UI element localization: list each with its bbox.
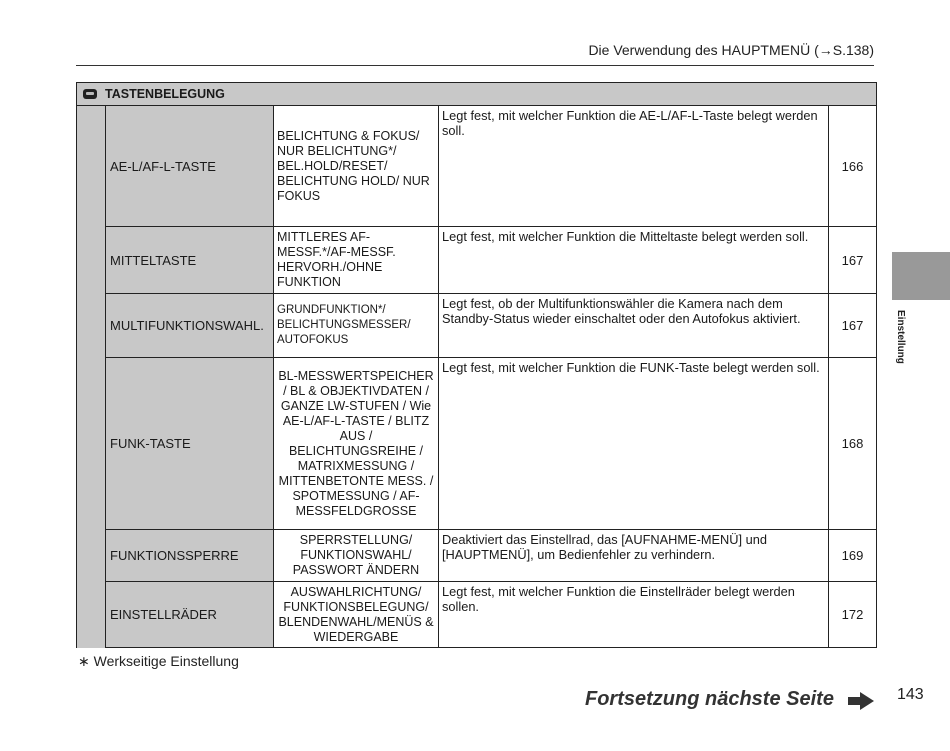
table-row <box>77 106 877 227</box>
section-title: TASTENBELEGUNG <box>105 86 225 101</box>
row-description: Legt fest, ob der Multifunktionswähler die Kamera nach dem Standby-Status wieder einschaltet oder den Autofokus aktiviert. <box>439 294 829 358</box>
row-page: 169 <box>829 530 877 582</box>
settings-table-wrapper <box>76 82 876 648</box>
side-tab-label: Einstellung <box>895 310 906 364</box>
table-row <box>77 294 877 358</box>
row-name: MITTELTASTE <box>106 227 274 294</box>
table-row <box>77 227 877 294</box>
row-page: 166 <box>829 106 877 227</box>
row-page: 167 <box>829 227 877 294</box>
row-description: Legt fest, mit welcher Funktion die AE-L/AF-L-Taste belegt werden soll. <box>439 106 829 227</box>
row-options: GRUNDFUNKTION*/ BELICHTUNGSMESSER/ AUTOFOKUS <box>274 294 439 358</box>
row-name: FUNKTIONSSPERRE <box>106 530 274 582</box>
row-options: BL-MESSWERTSPEICHER / BL & OBJEKTIVDATEN / GANZE LW-STUFEN / Wie AE-L/AF-L-TASTE / BLITZ AUS / BELICHTUNGSREIHE / MATRIXMESSUNG / MITTENBETONTE MESS. / SPOTMESSUNG / AF-MESSFELDGROSSE <box>274 358 439 530</box>
table-row <box>77 530 877 582</box>
table-row <box>77 358 877 530</box>
row-page: 167 <box>829 294 877 358</box>
page-number: 143 <box>897 686 924 703</box>
side-tab <box>892 252 950 300</box>
footnote: ∗ Werkseitige Einstellung <box>78 653 239 669</box>
settings-table <box>76 82 877 648</box>
row-name: MULTIFUNKTIONSWAHL. <box>106 294 274 358</box>
running-header: Die Verwendung des HAUPTMENÜ (→S.138) <box>588 42 874 58</box>
table-header-row <box>77 83 877 106</box>
row-description: Legt fest, mit welcher Funktion die Mitteltaste belegt werden soll. <box>439 227 829 294</box>
continue-label: Fortsetzung nächste Seite <box>585 688 834 710</box>
row-name: EINSTELLRÄDER <box>106 582 274 648</box>
button-icon <box>83 89 97 99</box>
header-rule <box>76 65 874 66</box>
row-name: FUNK-TASTE <box>106 358 274 530</box>
table-row <box>77 582 877 648</box>
row-name: AE-L/AF-L-TASTE <box>106 106 274 227</box>
indent-stripe <box>77 106 106 648</box>
row-page: 168 <box>829 358 877 530</box>
row-options: AUSWAHLRICHTUNG/ FUNKTIONSBELEGUNG/ BLENDENWAHL/MENÜS & WIEDERGABE <box>274 582 439 648</box>
row-options: MITTLERES AF-MESSF.*/AF-MESSF. HERVORH./OHNE FUNKTION <box>274 227 439 294</box>
row-options: BELICHTUNG & FOKUS/ NUR BELICHTUNG*/ BEL.HOLD/RESET/ BELICHTUNG HOLD/ NUR FOKUS <box>274 106 439 227</box>
arrow-right-icon <box>848 692 874 710</box>
row-description: Deaktiviert das Einstellrad, das [AUFNAHME-MENÜ] und [HAUPTMENÜ], um Bedienfehler zu verhindern. <box>439 530 829 582</box>
section-header <box>77 83 877 106</box>
row-description: Legt fest, mit welcher Funktion die FUNK-Taste belegt werden soll. <box>439 358 829 530</box>
row-options: SPERRSTELLUNG/ FUNKTIONSWAHL/ PASSWORT ÄNDERN <box>274 530 439 582</box>
row-description: Legt fest, mit welcher Funktion die Einstellräder belegt werden sollen. <box>439 582 829 648</box>
row-page: 172 <box>829 582 877 648</box>
